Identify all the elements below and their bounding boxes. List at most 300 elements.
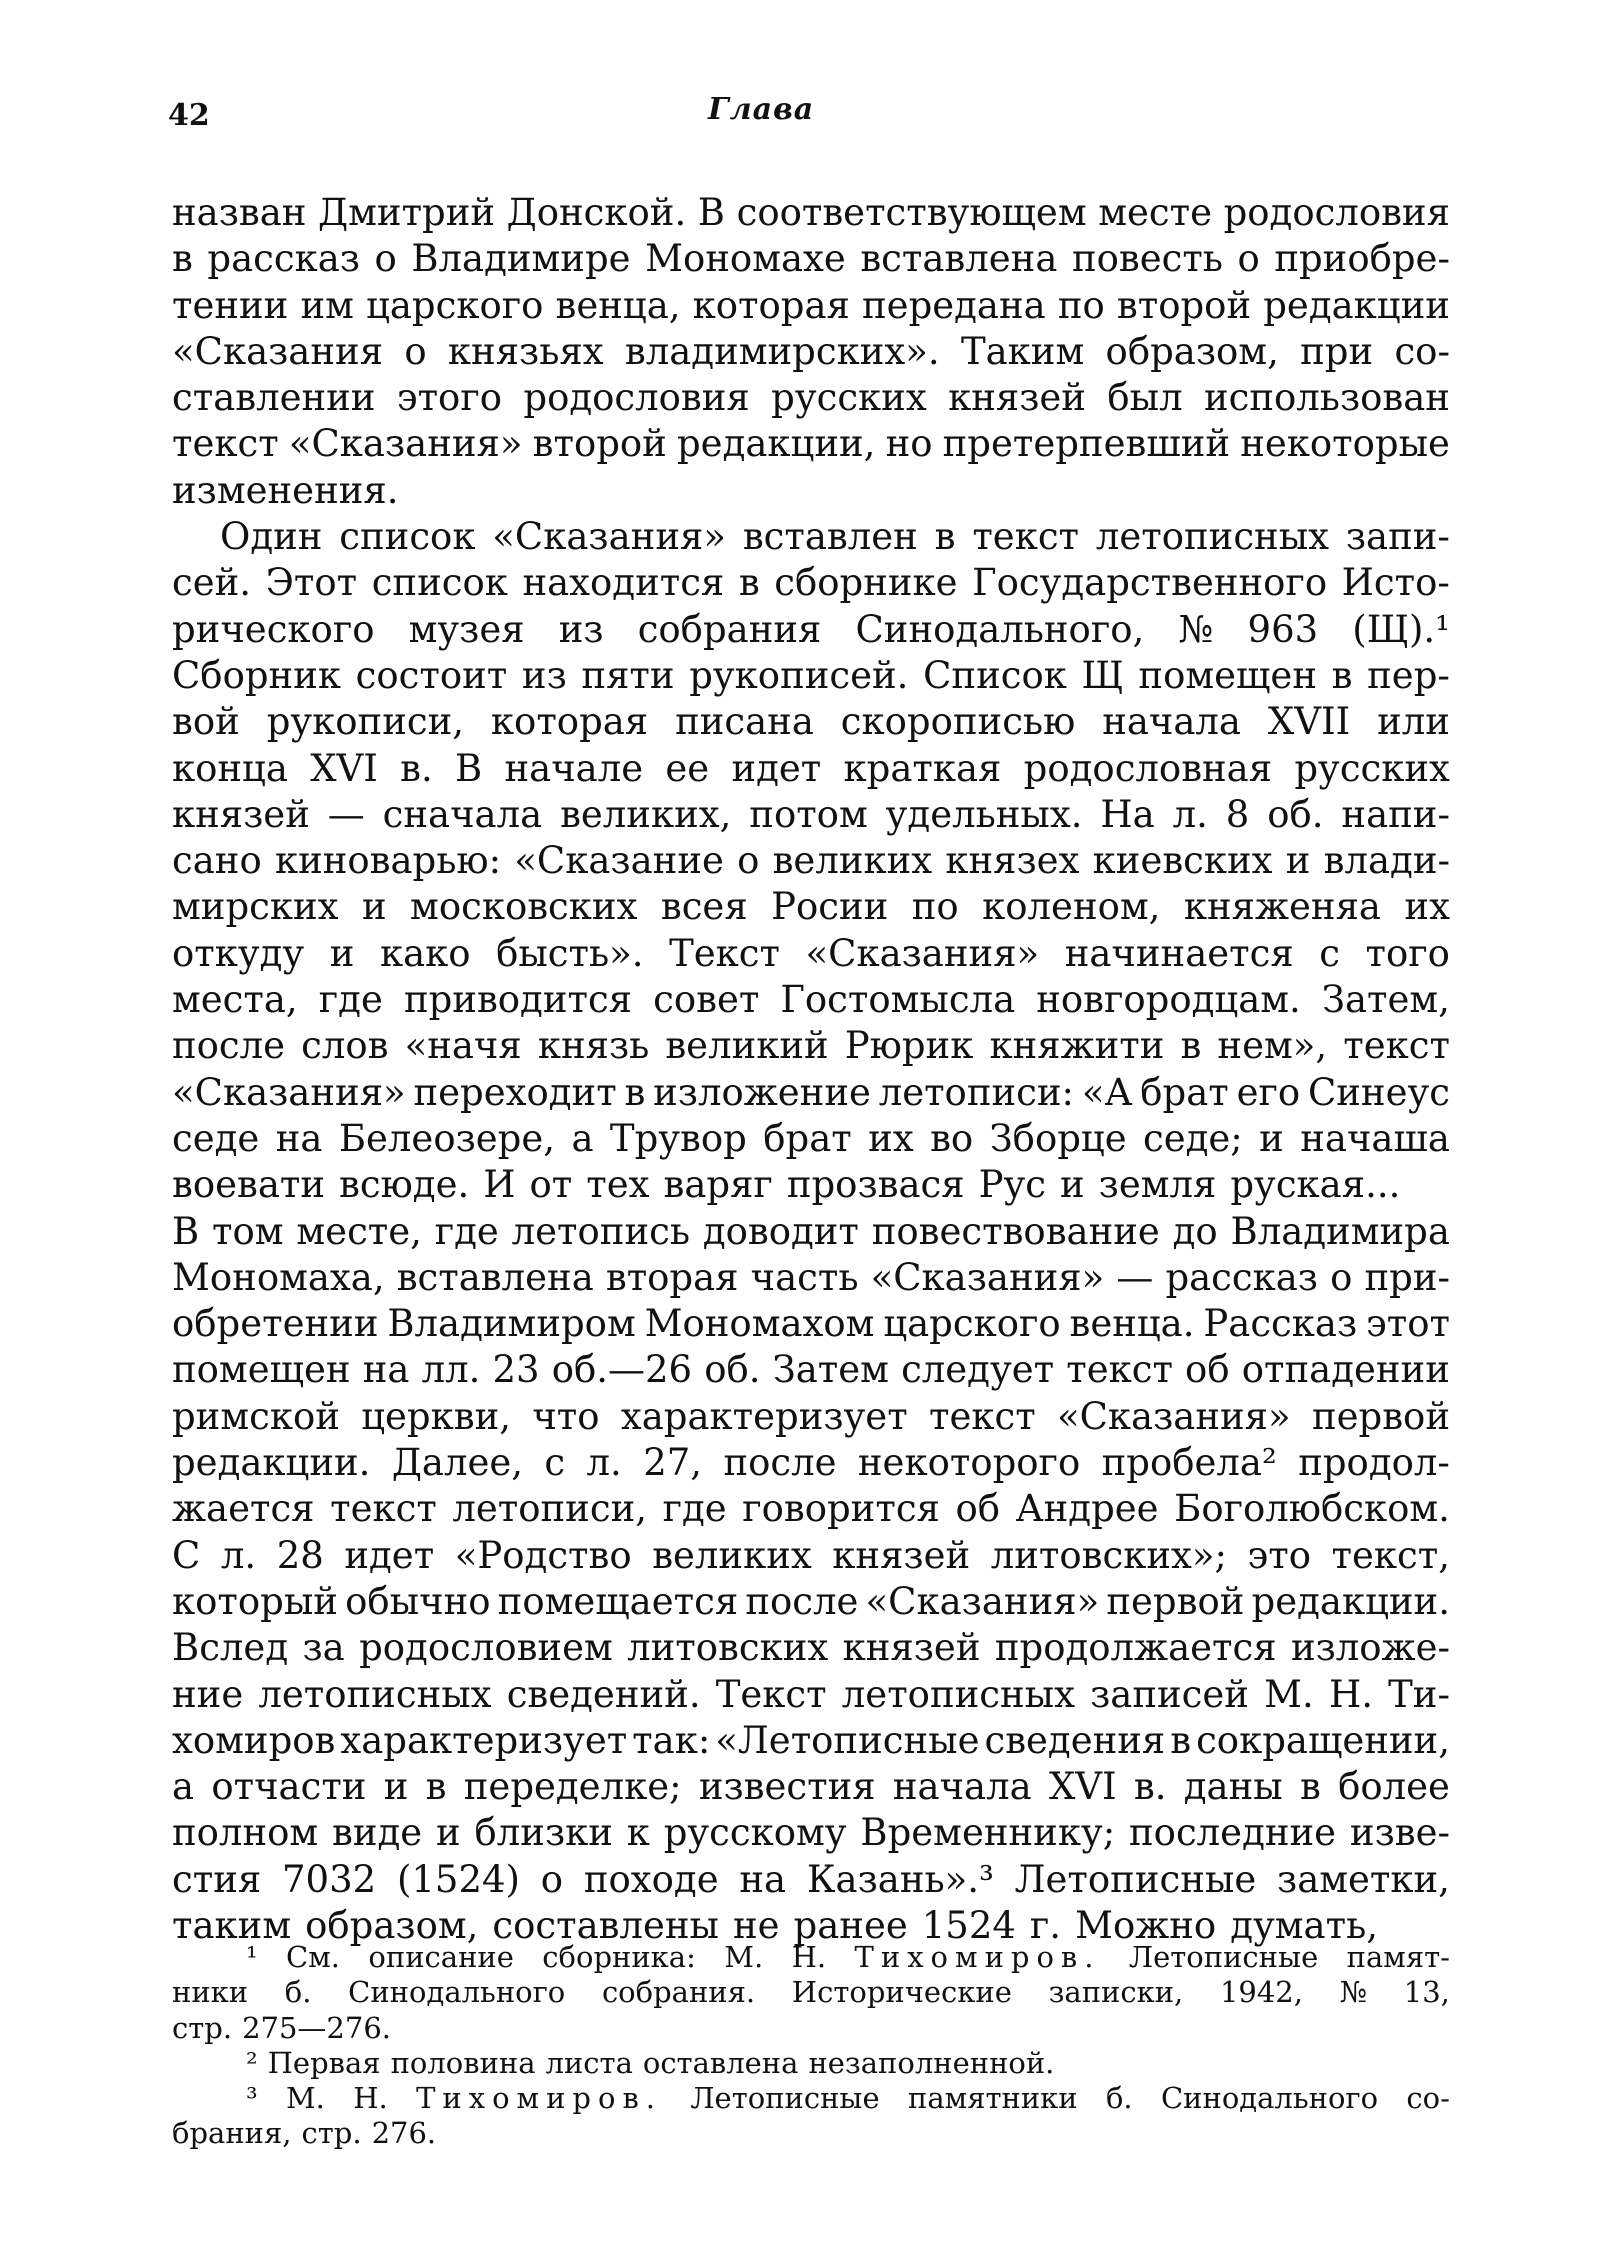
- body-word: составлены: [492, 1903, 719, 1947]
- body-word: хомиров: [172, 1718, 336, 1762]
- body-word: лл.: [421, 1348, 481, 1392]
- body-word: до: [1172, 1209, 1218, 1253]
- footnotes: [172, 1940, 1450, 2152]
- body-word: летописных: [258, 1672, 492, 1716]
- footnote-word: Тихомиров.: [854, 1940, 1101, 1974]
- body-word: о: [374, 237, 397, 281]
- body-word: при-: [1364, 1255, 1450, 1299]
- footnote-line: [172, 2116, 1450, 2151]
- body-word: тении: [172, 283, 289, 327]
- body-word: XVI: [310, 746, 378, 790]
- body-word: «Сказания»: [492, 515, 726, 559]
- body-word: Этот: [265, 561, 358, 605]
- body-word: претерпевший: [942, 422, 1231, 466]
- footnote-word: ники: [172, 1975, 249, 2010]
- footnote-word: со-: [1406, 2081, 1450, 2116]
- body-word: московских: [410, 885, 638, 929]
- body-word: текст: [928, 1394, 1036, 1438]
- body-word: удельных.: [885, 792, 1083, 836]
- body-word: сей.: [172, 561, 252, 605]
- body-word: на: [739, 1857, 787, 1901]
- body-line: [172, 236, 1450, 282]
- body-word: 1524: [921, 1903, 1016, 1947]
- body-word: начинается: [1064, 931, 1294, 975]
- body-line: [172, 1070, 1450, 1116]
- body-word: где: [434, 1209, 499, 1253]
- body-word: нем»,: [1217, 1024, 1328, 1068]
- body-word: князей: [842, 1626, 981, 1670]
- body-word: владимирских».: [624, 329, 940, 373]
- body-word: продолжается: [994, 1626, 1277, 1670]
- body-word: где: [318, 978, 383, 1022]
- body-word: рукописей.: [689, 653, 909, 697]
- body-word: (Щ).¹: [1352, 607, 1450, 651]
- body-word: редакции,: [676, 422, 876, 466]
- body-word: венца.: [1069, 1302, 1195, 1346]
- body-word: это: [1247, 1533, 1311, 1577]
- footnote-word: 276.: [371, 2116, 437, 2151]
- body-word: М.: [1264, 1672, 1314, 1716]
- body-word: переделке;: [463, 1765, 682, 1809]
- body-word: во: [930, 1116, 974, 1160]
- body-word: Рюрик: [844, 1024, 974, 1068]
- body-word: полном: [172, 1811, 319, 1855]
- body-line: [172, 607, 1450, 653]
- body-word: некоторые: [1240, 422, 1450, 466]
- body-word: Мономаха,: [172, 1255, 385, 1299]
- body-word: Гостомысла: [780, 978, 1016, 1022]
- body-word: —: [327, 792, 365, 836]
- body-line: [172, 1023, 1450, 1069]
- body-word: литовских: [627, 1626, 829, 1670]
- body-word: начала: [892, 1765, 1032, 1809]
- body-word: воевати: [172, 1163, 326, 1207]
- body-word: Один: [220, 515, 323, 559]
- footnote-word: См.: [286, 1940, 341, 1974]
- footnote-word: Первая: [267, 2045, 381, 2080]
- body-word: сначала: [382, 792, 543, 836]
- body-word: более: [1338, 1765, 1450, 1809]
- body-word: жается: [172, 1487, 315, 1531]
- body-word: земля: [1098, 1163, 1217, 1207]
- body-word: родословия: [523, 376, 750, 420]
- body-word: первой: [1311, 1394, 1450, 1438]
- body-word: которая: [490, 700, 649, 744]
- footnote-word: М.: [724, 1940, 764, 1974]
- body-word: о: [737, 839, 760, 883]
- body-word: пяти: [581, 653, 675, 697]
- body-word: совет: [653, 978, 760, 1022]
- body-word: с: [1319, 931, 1340, 975]
- body-word: где: [662, 1487, 727, 1531]
- body-word: на: [275, 1116, 323, 1160]
- footnote-word: б.: [284, 1975, 312, 2010]
- body-word: и: [329, 931, 355, 975]
- body-line: [172, 1301, 1450, 1347]
- body-word: состоит: [355, 653, 508, 697]
- footnote-word: оставлена: [642, 2045, 799, 2080]
- body-line: [172, 190, 1450, 236]
- body-word: «Сказания»: [1056, 1394, 1291, 1438]
- body-word: об.: [704, 1348, 761, 1392]
- body-word: в: [624, 1070, 646, 1114]
- body-word: 28: [276, 1533, 324, 1577]
- body-word: текст: [972, 515, 1080, 559]
- body-word: о: [540, 1857, 564, 1901]
- footnote-word: 1942,: [1219, 1975, 1303, 2010]
- footnote-word: стр.: [301, 2116, 362, 2151]
- body-word: русских: [771, 376, 927, 420]
- body-word: текст: [172, 422, 279, 466]
- footnote-word: Н.: [353, 2081, 388, 2116]
- body-word: по: [911, 885, 959, 929]
- body-word: русских: [1294, 746, 1450, 790]
- body-word: «Сказания»: [172, 1070, 406, 1114]
- body-line: [172, 1440, 1450, 1486]
- body-word: передана: [862, 283, 1046, 327]
- body-word: и: [1059, 1163, 1085, 1207]
- body-word: княженяа: [1183, 885, 1381, 929]
- body-word: текст: [1066, 1348, 1173, 1392]
- footnote-word: Тихомиров.: [416, 2081, 663, 2116]
- body-word: брат: [1140, 1070, 1229, 1114]
- footnote-word: М.: [285, 2081, 325, 2116]
- body-word: князей: [172, 792, 310, 836]
- body-word: и: [1259, 1116, 1284, 1160]
- body-word: таким: [172, 1903, 292, 1947]
- body-word: после: [723, 1441, 837, 1485]
- body-word: продол-: [1298, 1441, 1450, 1485]
- body-word: их: [1404, 885, 1450, 929]
- body-word: киноварью:: [274, 839, 502, 883]
- body-word: Владимире: [411, 237, 631, 281]
- body-word: походе: [583, 1857, 719, 1901]
- body-word: в.: [1133, 1765, 1167, 1809]
- body-line: [172, 1533, 1450, 1579]
- body-line: [172, 1857, 1450, 1903]
- footnote-word: незаполненной.: [808, 2045, 1055, 2080]
- body-word: об: [1185, 1348, 1230, 1392]
- footnote-word: памят-: [1346, 1940, 1450, 1974]
- body-word: после: [745, 1579, 859, 1623]
- body-word: образом,: [1105, 329, 1279, 373]
- body-word: говорится: [742, 1487, 940, 1531]
- footnote-word: 13,: [1403, 1975, 1450, 2010]
- footnote-word: Н.: [791, 1940, 827, 1974]
- body-word: Летописные: [1014, 1857, 1257, 1901]
- body-word: Рус: [978, 1163, 1046, 1207]
- body-word: изложение: [653, 1070, 871, 1114]
- body-word: отчасти: [211, 1765, 367, 1809]
- footnote-word: брания,: [172, 2116, 292, 2151]
- body-word: летописи,: [452, 1487, 647, 1531]
- body-line: [172, 468, 1450, 514]
- body-word: Боголюбском.: [1174, 1487, 1450, 1531]
- body-word: краткая: [843, 746, 1002, 790]
- body-word: венца,: [555, 283, 681, 327]
- body-word: коленом,: [982, 885, 1161, 929]
- body-word: виде: [332, 1811, 423, 1855]
- footnote-word: Исторические: [791, 1975, 1012, 2010]
- body-word: 8: [1225, 792, 1250, 836]
- body-word: из: [558, 607, 604, 651]
- body-word: характеризует: [620, 1394, 908, 1438]
- body-word: №: [1178, 607, 1214, 651]
- body-line: [172, 746, 1450, 792]
- body-word: Мономахом: [644, 1302, 875, 1346]
- body-word: так:: [632, 1718, 711, 1762]
- body-line: [172, 514, 1450, 560]
- footnote-word: Летописные: [690, 2081, 880, 2116]
- body-word: л.: [586, 1441, 622, 1485]
- body-word: седе;: [1143, 1116, 1243, 1160]
- body-word: князей: [832, 1533, 971, 1577]
- body-word: Затем: [772, 1348, 889, 1392]
- body-word: что: [532, 1394, 600, 1438]
- body-word: Зборце: [989, 1116, 1127, 1160]
- body-word: Исто-: [1341, 561, 1450, 605]
- body-word: характеризует: [340, 1718, 628, 1762]
- body-word: был: [1107, 376, 1183, 420]
- body-word: царского: [366, 283, 544, 327]
- body-word: месте: [1098, 191, 1212, 234]
- body-word: со-: [1394, 329, 1450, 373]
- body-word: потом: [749, 792, 868, 836]
- body-word: первой: [1106, 1579, 1245, 1623]
- body-word: пробела²: [1101, 1441, 1277, 1485]
- body-word: некоторого: [857, 1441, 1081, 1485]
- body-word: о: [1237, 237, 1260, 281]
- body-word: «Летописные: [715, 1718, 980, 1762]
- body-line: [172, 1116, 1450, 1162]
- body-word: летописных: [841, 1672, 1075, 1716]
- body-word: или: [1377, 700, 1450, 744]
- body-word: рического: [172, 607, 375, 651]
- body-word: княжити: [989, 1024, 1165, 1068]
- body-word: великий: [665, 1024, 829, 1068]
- footnote-word: собрания.: [601, 1975, 756, 2010]
- body-word: Можно: [1075, 1903, 1217, 1947]
- footnote-line: [172, 2046, 1450, 2081]
- body-word: повествование: [871, 1209, 1160, 1253]
- footnote-word: описание: [368, 1940, 514, 1974]
- footnote-word: памятники: [908, 2081, 1078, 2116]
- body-word: места,: [172, 978, 298, 1022]
- body-word: рукописи,: [266, 700, 465, 744]
- body-word: список: [339, 515, 476, 559]
- body-word: Дмитрий: [318, 191, 496, 234]
- body-word: слов: [301, 1024, 389, 1068]
- body-word: брат: [763, 1116, 852, 1160]
- body-word: В: [172, 1209, 200, 1253]
- body-word: том: [212, 1209, 284, 1253]
- body-line: [172, 1625, 1450, 1671]
- body-word: после: [172, 1024, 286, 1068]
- body-word: ее: [665, 746, 710, 790]
- body-word: часть: [750, 1255, 859, 1299]
- body-word: того: [1365, 931, 1450, 975]
- body-word: идет: [344, 1533, 435, 1577]
- body-word: за: [302, 1626, 345, 1670]
- body-word: великих,: [560, 792, 732, 836]
- body-word: Временнику;: [860, 1811, 1116, 1855]
- body-word: всея: [660, 885, 748, 929]
- body-line: [172, 977, 1450, 1023]
- body-word: использован: [1203, 376, 1450, 420]
- body-word: летописи:: [878, 1070, 1075, 1114]
- body-word: 27,: [643, 1441, 703, 1485]
- footnote-word: ³: [246, 2081, 258, 2116]
- body-word: бысть».: [496, 931, 644, 975]
- body-word: како: [379, 931, 471, 975]
- body-word: собрания: [637, 607, 822, 651]
- body-word: скорописью: [840, 700, 1076, 744]
- body-word: доводит: [702, 1209, 859, 1253]
- body-line: [172, 1764, 1450, 1810]
- body-line: [172, 421, 1450, 467]
- footnote-line: [172, 1940, 1450, 1975]
- body-word: ставлении: [172, 376, 376, 420]
- body-line: [172, 1486, 1450, 1532]
- footnote-word: 275—276.: [242, 2010, 392, 2045]
- body-word: вставлен: [742, 515, 918, 559]
- body-word: Рассказ: [1203, 1302, 1358, 1346]
- body-line: [172, 1718, 1450, 1764]
- body-word: Затем,: [1321, 978, 1450, 1022]
- body-word: находится: [522, 561, 725, 605]
- body-word: редакции.: [172, 1441, 371, 1485]
- body-word: и: [1285, 839, 1311, 883]
- body-line: [172, 653, 1450, 699]
- body-word: (1524): [396, 1857, 520, 1901]
- body-word: вставлена: [396, 1255, 594, 1299]
- body-word: Ти-: [1388, 1672, 1450, 1716]
- body-line: [172, 1347, 1450, 1393]
- body-word: запи-: [1345, 515, 1450, 559]
- body-word: с: [544, 1441, 566, 1485]
- body-word: «Сказания»: [870, 1255, 1105, 1299]
- body-word: повесть: [1071, 237, 1223, 281]
- body-word: обычно: [345, 1579, 491, 1623]
- footnote-word: листа: [545, 2045, 633, 2080]
- footnote-line: [172, 2011, 1450, 2046]
- body-word: о: [1330, 1255, 1353, 1299]
- body-word: об: [955, 1487, 1001, 1531]
- body-word: записей: [1090, 1672, 1249, 1716]
- body-line: [172, 931, 1450, 977]
- body-word: идет: [731, 746, 822, 790]
- body-word: Таким: [960, 329, 1085, 373]
- body-word: Синодального,: [855, 607, 1145, 651]
- body-word: в: [172, 237, 193, 281]
- body-word: рассказ: [1165, 1255, 1318, 1299]
- body-word: великих: [652, 1533, 812, 1577]
- body-word: «Сказания»: [865, 1579, 1100, 1623]
- body-word: на: [362, 1348, 410, 1392]
- body-word: вставлена: [860, 237, 1058, 281]
- body-word: тех: [586, 1163, 650, 1207]
- body-line: [172, 1209, 1450, 1255]
- body-word: Список: [923, 653, 1067, 697]
- body-word: который: [172, 1579, 338, 1623]
- body-line: [172, 699, 1450, 745]
- page-header: [168, 92, 1448, 142]
- body-word: отпадении: [1241, 1348, 1450, 1392]
- body-word: помещается: [497, 1579, 739, 1623]
- body-word: И: [483, 1163, 516, 1207]
- body-word: 963: [1247, 607, 1319, 651]
- body-word: литовских»;: [990, 1533, 1227, 1577]
- body-word: Далее,: [391, 1441, 524, 1485]
- body-word: о: [404, 329, 427, 373]
- body-word: киевских: [1092, 839, 1273, 883]
- body-word: царского: [883, 1302, 1061, 1346]
- body-word: которая: [692, 283, 850, 327]
- body-word: сведения: [984, 1718, 1166, 1762]
- body-word: руская...: [1230, 1163, 1401, 1207]
- body-word: к: [626, 1811, 650, 1855]
- body-word: «А: [1081, 1070, 1133, 1114]
- body-word: «начя: [404, 1024, 522, 1068]
- footnote-word: Синодального: [1160, 2081, 1379, 2116]
- body-word: и: [361, 885, 387, 929]
- body-word: напи-: [1341, 792, 1450, 836]
- body-word: но: [885, 422, 933, 466]
- footnote-word: ²: [246, 2045, 258, 2080]
- body-word: «Родство: [454, 1533, 632, 1577]
- body-word: текст: [330, 1487, 437, 1531]
- footnote-word: ¹: [246, 1940, 258, 1974]
- footnote-line: [172, 1975, 1450, 2010]
- body-word: этот: [1366, 1302, 1450, 1346]
- body-word: приводится: [403, 978, 633, 1022]
- body-word: русскому: [663, 1811, 847, 1855]
- body-word: XVI: [1048, 1765, 1117, 1809]
- body-word: г.: [1029, 1903, 1062, 1947]
- body-word: переходит: [413, 1070, 617, 1114]
- body-word: сокращении,: [1196, 1718, 1450, 1762]
- body-word: помещен: [1138, 653, 1317, 697]
- body-word: в: [934, 515, 956, 559]
- body-word: Казань».³: [806, 1857, 994, 1901]
- body-word: князьях: [447, 329, 604, 373]
- body-line: [172, 1579, 1450, 1625]
- body-word: «Сказания: [172, 329, 384, 373]
- body-word: второй: [532, 422, 667, 466]
- body-word: второй: [1116, 283, 1252, 327]
- footnote-word: сборника:: [542, 1940, 696, 1974]
- body-word: вой: [172, 700, 240, 744]
- body-word: —: [1116, 1255, 1154, 1299]
- body-word: новгородцам.: [1036, 978, 1301, 1022]
- body-word: заметки,: [1277, 1857, 1450, 1901]
- body-word: Владимира: [1230, 1209, 1450, 1253]
- body-word: римской: [172, 1394, 340, 1438]
- body-word: Сборник: [172, 653, 341, 697]
- body-word: об.—26: [551, 1348, 693, 1392]
- body-word: летопись: [511, 1209, 690, 1253]
- body-line: [172, 1255, 1450, 1301]
- main-text: [172, 190, 1450, 1949]
- body-word: редакции.: [1251, 1579, 1450, 1623]
- body-word: 23: [492, 1348, 540, 1392]
- body-word: рассказ: [207, 237, 360, 281]
- body-word: седе: [172, 1116, 260, 1160]
- body-word: по: [1057, 283, 1105, 327]
- body-word: соответствующем: [736, 191, 1087, 234]
- body-line: [172, 1162, 1450, 1208]
- body-word: музея: [408, 607, 525, 651]
